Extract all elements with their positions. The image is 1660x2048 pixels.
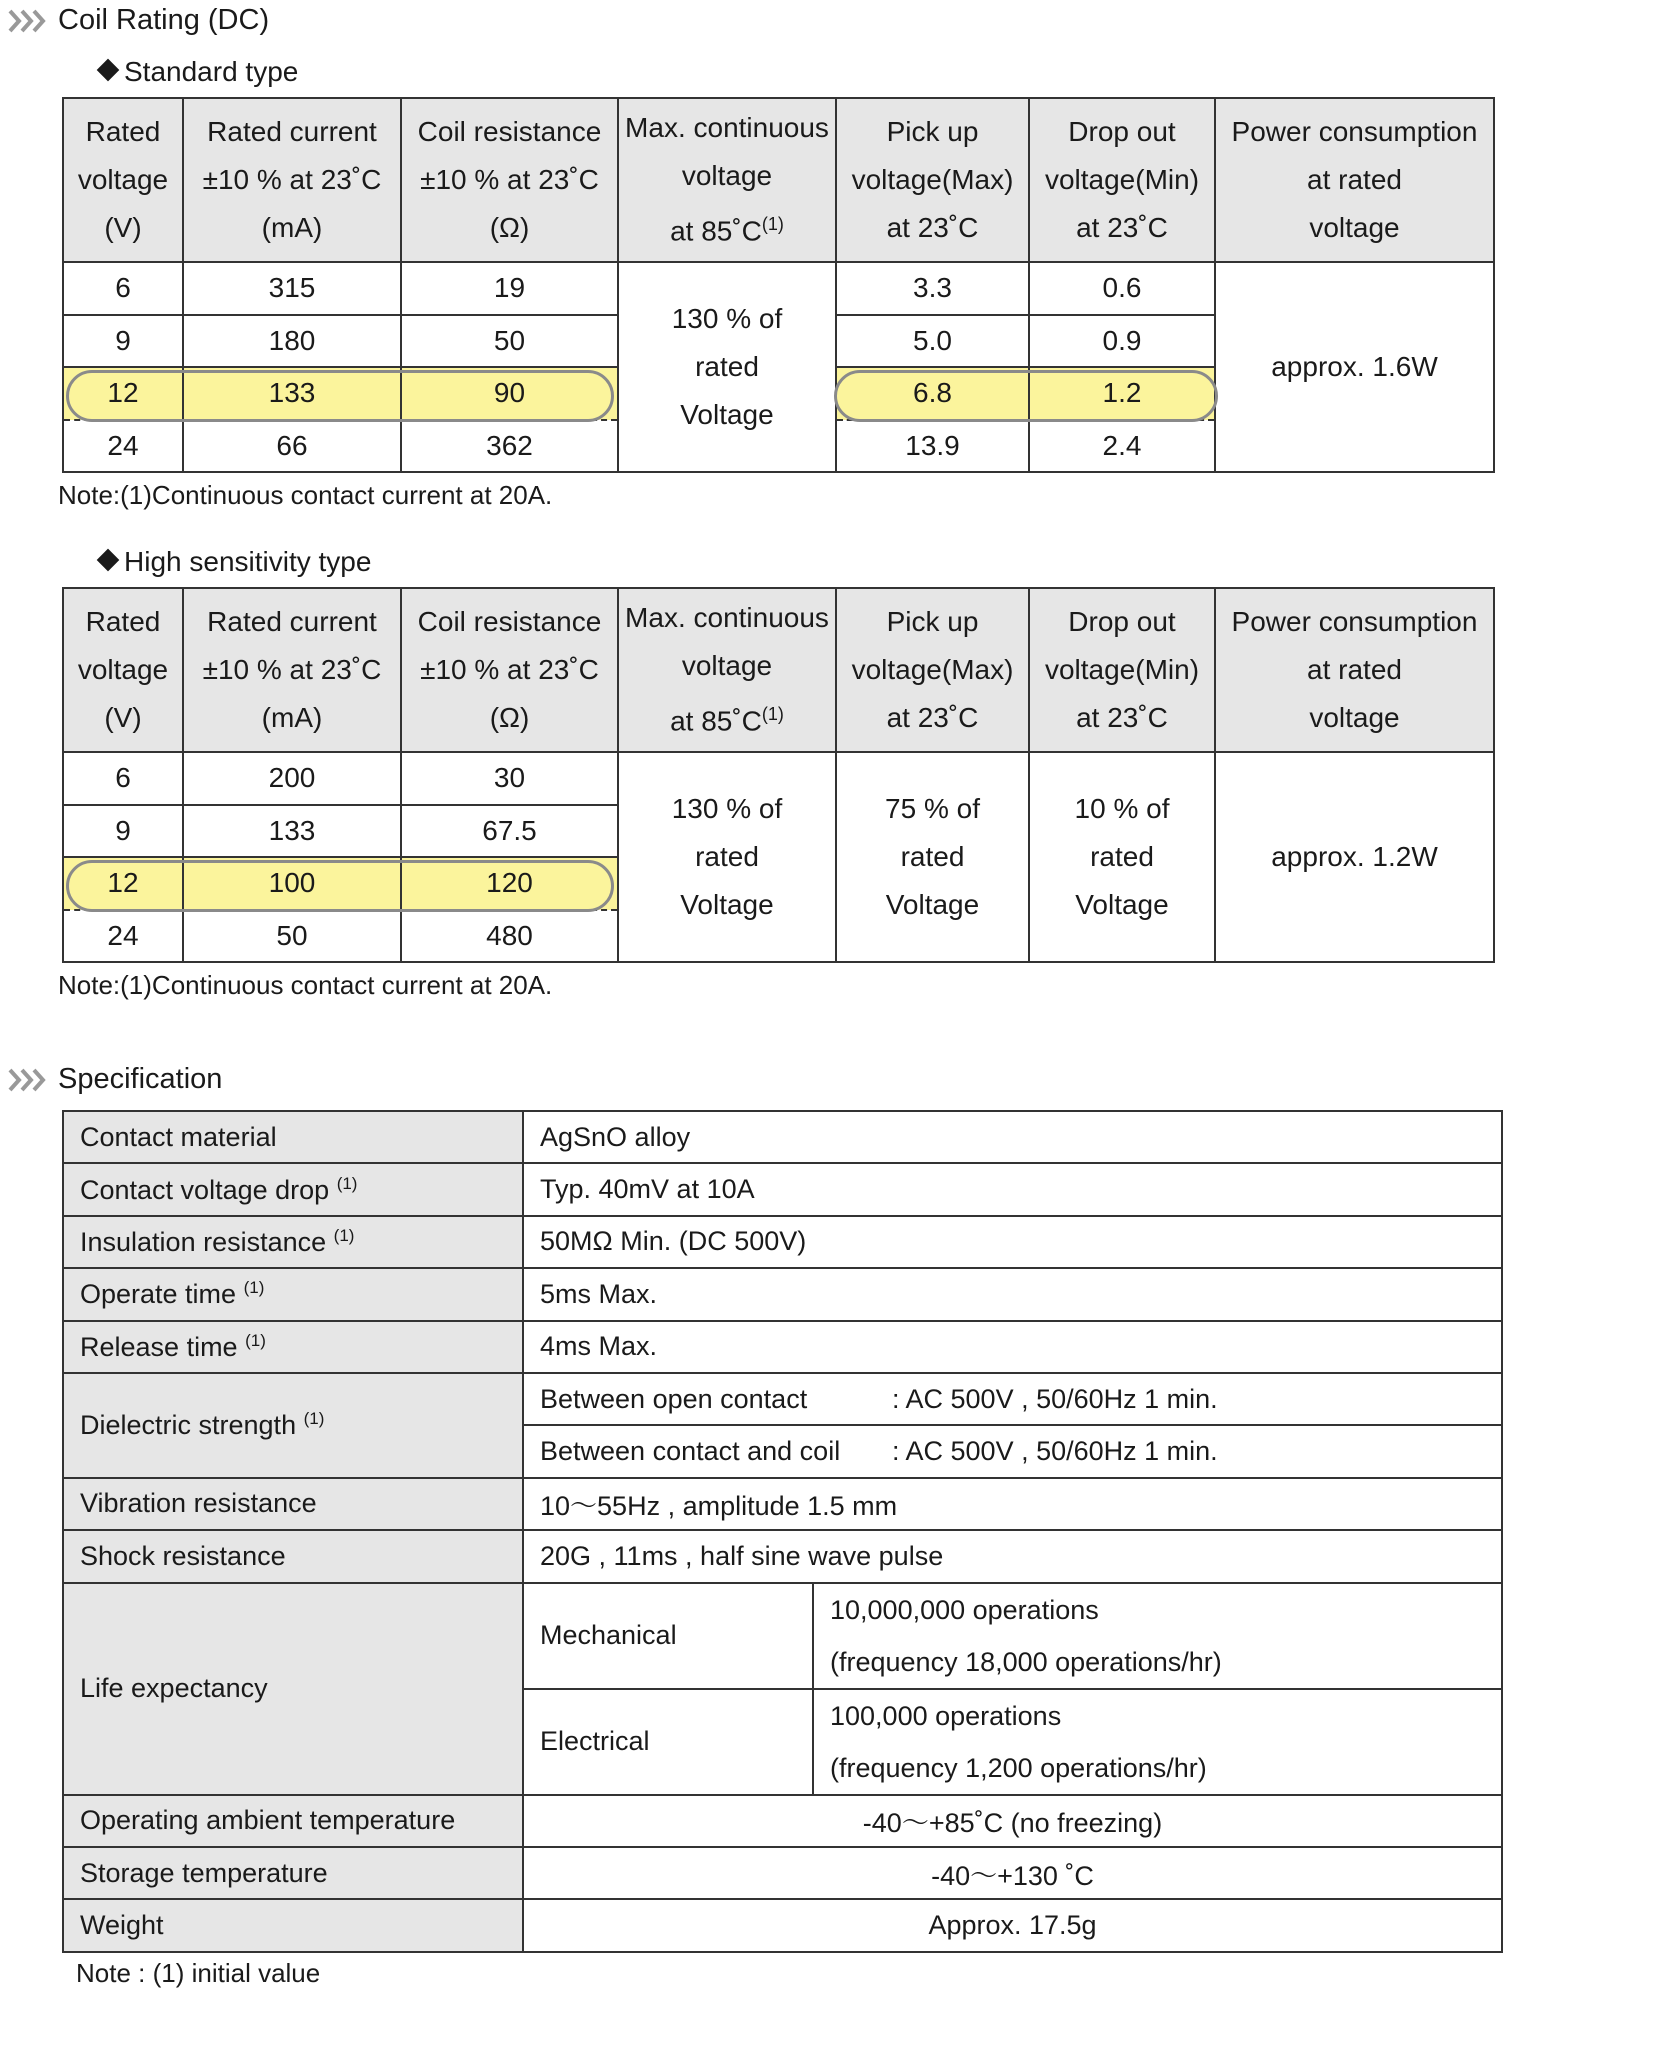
- spec-label: Contact voltage drop $^{(1)}$: [63, 1163, 523, 1215]
- cell-current: 133: [183, 805, 401, 858]
- cell-resistance: 480: [401, 910, 618, 963]
- cell-drop-out: 2.4: [1029, 420, 1215, 473]
- cell-resistance: 67.5: [401, 805, 618, 858]
- spec-row: [63, 1530, 1502, 1582]
- header-power: Power consumption at rated voltage: [1215, 98, 1494, 262]
- spec-value: 5ms Max.: [523, 1268, 1502, 1320]
- spec-row: [63, 1373, 1502, 1425]
- cell-resistance: 19: [401, 262, 618, 315]
- spec-row: [63, 1847, 1502, 1899]
- cell-voltage: 9: [63, 805, 183, 858]
- cell-resistance: 362: [401, 420, 618, 473]
- section-heading: Coil Rating (DC): [58, 4, 270, 36]
- header-drop-out: Drop out voltage(Min) at 23˚C: [1029, 588, 1215, 752]
- cell-current: 180: [183, 315, 401, 368]
- standard-coil-table: [62, 97, 1495, 473]
- header-coil-resistance: Coil resistance ±10 % at 23˚C (Ω): [401, 98, 618, 262]
- spec-label: Shock resistance: [63, 1530, 523, 1582]
- spec-row: [63, 1216, 1502, 1268]
- spec-value: 10～55Hz , amplitude 1.5 mm: [523, 1478, 1502, 1530]
- cell-drop-out: 1.2: [1029, 367, 1215, 420]
- table-row: [63, 752, 1494, 805]
- cell-resistance: 50: [401, 315, 618, 368]
- standard-type-title: Standard type: [96, 56, 298, 88]
- section-heading: Specification: [58, 1063, 223, 1095]
- specification-title: [8, 1063, 222, 1096]
- spec-value: -40～+85˚C (no freezing): [523, 1795, 1502, 1847]
- cell-voltage: 9: [63, 315, 183, 368]
- cell-max-continuous: 130 % of rated Voltage: [618, 262, 836, 472]
- spec-row: [63, 1795, 1502, 1847]
- spec-value: 4ms Max.: [523, 1321, 1502, 1373]
- spec-label: Storage temperature: [63, 1847, 523, 1899]
- spec-row: [63, 1321, 1502, 1373]
- diamond-bullet-icon: [97, 59, 120, 82]
- cell-drop-out: 10 % of rated Voltage: [1029, 752, 1215, 962]
- cell-current: 200: [183, 752, 401, 805]
- header-row: [63, 588, 1494, 752]
- cell-voltage: 12: [63, 367, 183, 420]
- spec-row: [63, 1163, 1502, 1215]
- header-rated-voltage: Rated voltage (V): [63, 98, 183, 262]
- spec-label: Contact material: [63, 1111, 523, 1163]
- high-sensitivity-title: High sensitivity type: [96, 546, 371, 578]
- cell-voltage: 24: [63, 910, 183, 963]
- header-pick-up: Pick up voltage(Max) at 23˚C: [836, 98, 1029, 262]
- cell-current: 50: [183, 910, 401, 963]
- cell-resistance: 120: [401, 857, 618, 910]
- spec-label: Operate time $^{(1)}$: [63, 1268, 523, 1320]
- cell-pick-up: 75 % of rated Voltage: [836, 752, 1029, 962]
- spec-label: Vibration resistance: [63, 1478, 523, 1530]
- cell-voltage: 6: [63, 262, 183, 315]
- spec-value: Between open contact : AC 500V , 50/60Hz 1 min.: [523, 1373, 1502, 1425]
- spec-value: 20G , 11ms , half sine wave pulse: [523, 1530, 1502, 1582]
- cell-drop-out: 0.9: [1029, 315, 1215, 368]
- table-row: [63, 262, 1494, 315]
- spec-value: AgSnO alloy: [523, 1111, 1502, 1163]
- cell-current: 315: [183, 262, 401, 315]
- spec-label: Dielectric strength $^{(1)}$: [63, 1373, 523, 1478]
- cell-voltage: 24: [63, 420, 183, 473]
- spec-value: -40～+130 ˚C: [523, 1847, 1502, 1899]
- spec-label: Insulation resistance $^{(1)}$: [63, 1216, 523, 1268]
- cell-max-continuous: 130 % of rated Voltage: [618, 752, 836, 962]
- triple-chevron-icon: [8, 8, 52, 34]
- spec-value: 50MΩ Min. (DC 500V): [523, 1216, 1502, 1268]
- cell-voltage: 6: [63, 752, 183, 805]
- spec-note: Note : (1) initial value: [76, 1958, 321, 1988]
- spec-value: Approx. 17.5g: [523, 1899, 1502, 1951]
- header-max-continuous: Max. continuous voltage at $85˚C^{(1)}$: [618, 98, 836, 262]
- cell-pick-up: 13.9: [836, 420, 1029, 473]
- cell-current: 66: [183, 420, 401, 473]
- high-sensitivity-coil-table: [62, 587, 1495, 963]
- spec-row: [63, 1268, 1502, 1320]
- spec-value: Typ. 40mV at 10A: [523, 1163, 1502, 1215]
- spec-label: Weight: [63, 1899, 523, 1951]
- cell-resistance: 90: [401, 367, 618, 420]
- header-power: Power consumption at rated voltage: [1215, 588, 1494, 752]
- header-drop-out: Drop out voltage(Min) at 23˚C: [1029, 98, 1215, 262]
- coil-rating-title: [8, 4, 269, 37]
- spec-value: Between contact and coil : AC 500V , 50/60Hz 1 min.: [523, 1425, 1502, 1477]
- triple-chevron-icon: [8, 1067, 52, 1093]
- high-sensitivity-note: Note:(1)Continuous contact current at 20A.: [58, 970, 553, 1000]
- header-rated-current: Rated current ±10 % at 23˚C (mA): [183, 98, 401, 262]
- cell-power: approx. 1.6W: [1215, 262, 1494, 472]
- cell-voltage: 12: [63, 857, 183, 910]
- spec-sublabel: Electrical: [523, 1689, 813, 1795]
- cell-current: 100: [183, 857, 401, 910]
- header-max-continuous: Max. continuous voltage at $85˚C^{(1)}$: [618, 588, 836, 752]
- cell-power: approx. 1.2W: [1215, 752, 1494, 962]
- spec-label: Release time $^{(1)}$: [63, 1321, 523, 1373]
- header-coil-resistance: Coil resistance ±10 % at 23˚C (Ω): [401, 588, 618, 752]
- spec-value: 10,000,000 operations (frequency 18,000 operations/hr): [813, 1583, 1502, 1689]
- cell-pick-up: 3.3: [836, 262, 1029, 315]
- diamond-bullet-icon: [97, 549, 120, 572]
- cell-current: 133: [183, 367, 401, 420]
- spec-row: [63, 1583, 1502, 1689]
- cell-pick-up: 5.0: [836, 315, 1029, 368]
- spec-row: [63, 1899, 1502, 1951]
- header-rated-current: Rated current ±10 % at 23˚C (mA): [183, 588, 401, 752]
- cell-pick-up: 6.8: [836, 367, 1029, 420]
- spec-row: [63, 1478, 1502, 1530]
- spec-label: Life expectancy: [63, 1583, 523, 1795]
- header-row: [63, 98, 1494, 262]
- spec-label: Operating ambient temperature: [63, 1795, 523, 1847]
- header-pick-up: Pick up voltage(Max) at 23˚C: [836, 588, 1029, 752]
- header-rated-voltage: Rated voltage (V): [63, 588, 183, 752]
- standard-note: Note:(1)Continuous contact current at 20A.: [58, 480, 553, 510]
- specification-table: [62, 1110, 1503, 1953]
- cell-drop-out: 0.6: [1029, 262, 1215, 315]
- spec-row: [63, 1111, 1502, 1163]
- cell-resistance: 30: [401, 752, 618, 805]
- spec-sublabel: Mechanical: [523, 1583, 813, 1689]
- spec-value: 100,000 operations (frequency 1,200 operations/hr): [813, 1689, 1502, 1795]
